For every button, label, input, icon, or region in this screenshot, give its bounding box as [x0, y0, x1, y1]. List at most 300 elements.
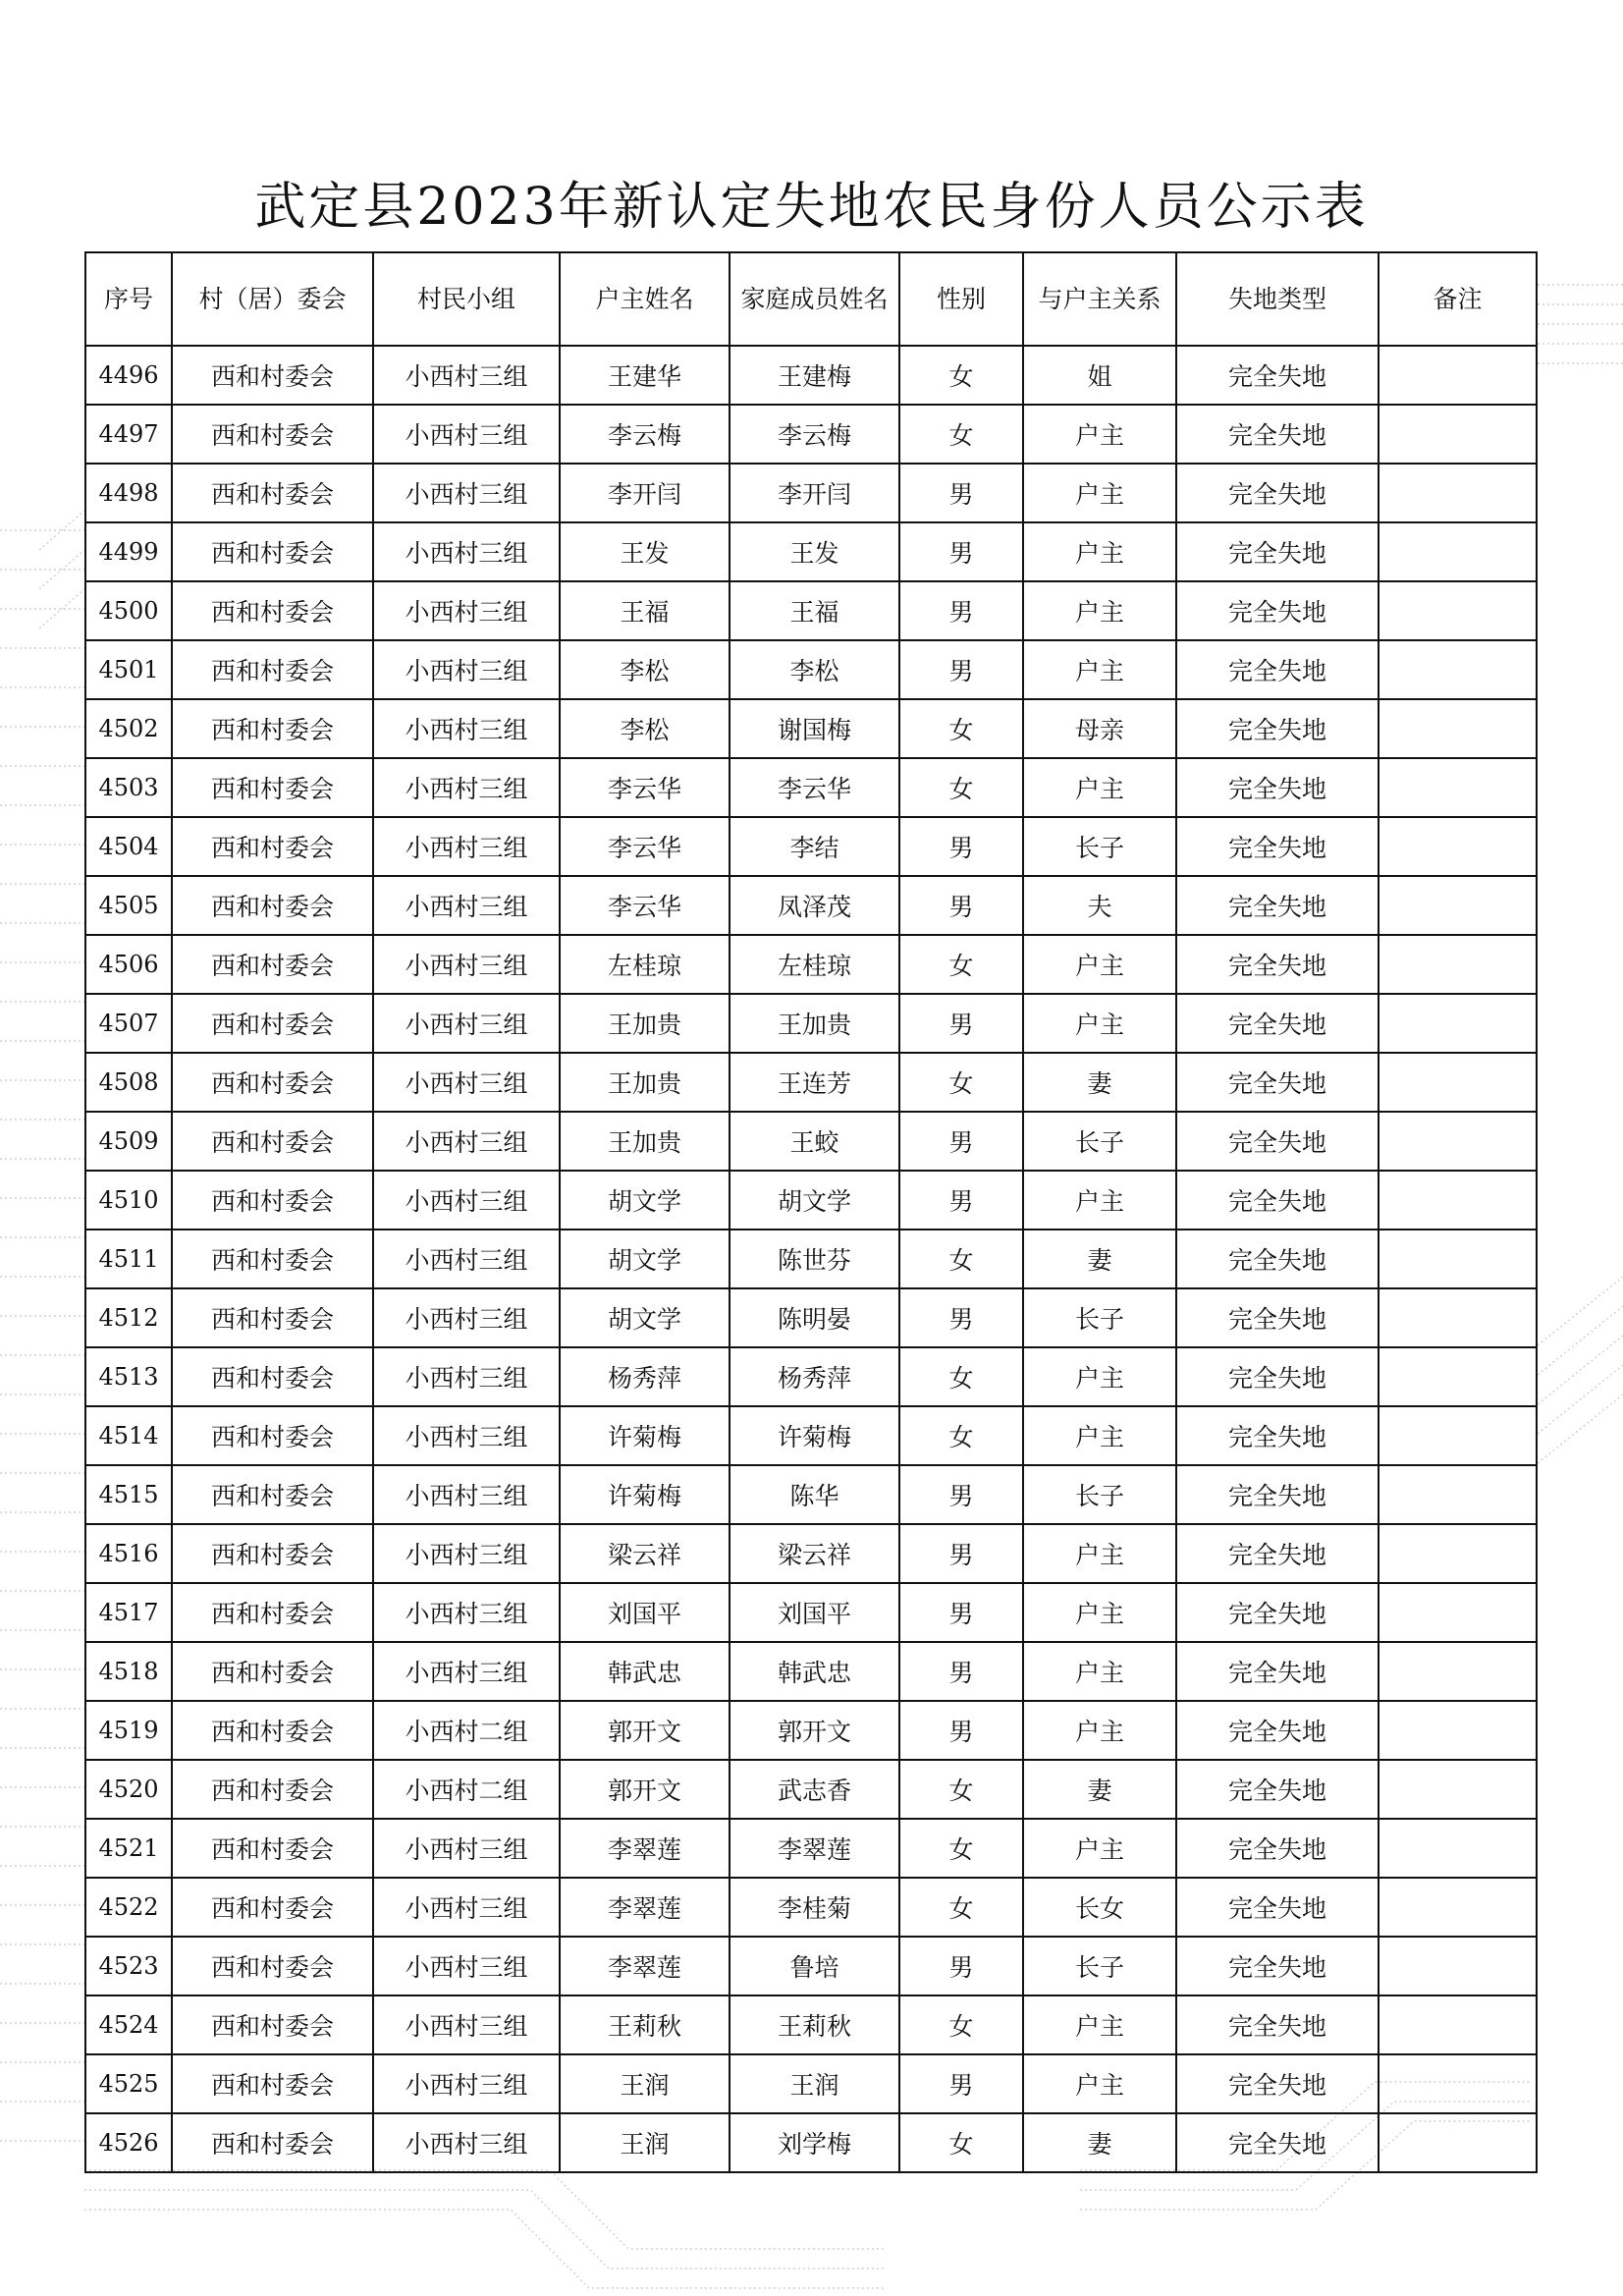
cell-relationship: 长子	[1023, 817, 1176, 876]
cell-villager-group: 小西村三组	[373, 1642, 560, 1701]
cell-index: 4525	[85, 2054, 172, 2113]
cell-index: 4518	[85, 1642, 172, 1701]
cell-remarks	[1379, 346, 1537, 405]
cell-gender: 男	[899, 2054, 1023, 2113]
cell-villager-group: 小西村三组	[373, 1583, 560, 1642]
cell-relationship: 妻	[1023, 2113, 1176, 2172]
cell-gender: 女	[899, 1347, 1023, 1406]
cell-member-name: 许菊梅	[730, 1406, 899, 1465]
cell-member-name: 陈明晏	[730, 1288, 899, 1347]
header-cell-relationship: 与户主关系	[1023, 252, 1176, 346]
cell-land-loss-type: 完全失地	[1176, 1524, 1379, 1583]
cell-member-name: 凤泽茂	[730, 876, 899, 935]
cell-land-loss-type: 完全失地	[1176, 581, 1379, 640]
cell-villager-group: 小西村三组	[373, 346, 560, 405]
cell-member-name: 王福	[730, 581, 899, 640]
cell-gender: 女	[899, 1760, 1023, 1819]
header-cell-villager-group: 村民小组	[373, 252, 560, 346]
cell-remarks	[1379, 1760, 1537, 1819]
cell-relationship: 户主	[1023, 1406, 1176, 1465]
cell-village-committee: 西和村委会	[172, 1406, 373, 1465]
cell-land-loss-type: 完全失地	[1176, 1819, 1379, 1878]
cell-index: 4510	[85, 1171, 172, 1230]
cell-gender: 男	[899, 464, 1023, 522]
cell-village-committee: 西和村委会	[172, 699, 373, 758]
cell-relationship: 长子	[1023, 1465, 1176, 1524]
cell-villager-group: 小西村三组	[373, 2054, 560, 2113]
cell-villager-group: 小西村三组	[373, 405, 560, 464]
cell-index: 4504	[85, 817, 172, 876]
cell-householder-name: 王加贵	[560, 994, 730, 1053]
cell-index: 4503	[85, 758, 172, 817]
cell-gender: 男	[899, 1112, 1023, 1171]
cell-relationship: 户主	[1023, 2054, 1176, 2113]
cell-villager-group: 小西村三组	[373, 1406, 560, 1465]
cell-gender: 男	[899, 1583, 1023, 1642]
cell-village-committee: 西和村委会	[172, 2113, 373, 2172]
cell-gender: 女	[899, 346, 1023, 405]
cell-householder-name: 李翠莲	[560, 1819, 730, 1878]
cell-member-name: 李松	[730, 640, 899, 699]
table-row	[85, 1288, 1537, 1347]
cell-relationship: 夫	[1023, 876, 1176, 935]
cell-householder-name: 王加贵	[560, 1053, 730, 1112]
cell-gender: 女	[899, 405, 1023, 464]
cell-relationship: 母亲	[1023, 699, 1176, 758]
cell-relationship: 姐	[1023, 346, 1176, 405]
cell-remarks	[1379, 1937, 1537, 1995]
cell-remarks	[1379, 1701, 1537, 1760]
table-row	[85, 1171, 1537, 1230]
cell-relationship: 长子	[1023, 1288, 1176, 1347]
cell-village-committee: 西和村委会	[172, 1701, 373, 1760]
cell-village-committee: 西和村委会	[172, 1878, 373, 1937]
cell-gender: 女	[899, 935, 1023, 994]
cell-villager-group: 小西村三组	[373, 1230, 560, 1288]
cell-member-name: 鲁培	[730, 1937, 899, 1995]
table-row	[85, 2054, 1537, 2113]
cell-gender: 男	[899, 817, 1023, 876]
cell-village-committee: 西和村委会	[172, 1171, 373, 1230]
cell-householder-name: 刘国平	[560, 1583, 730, 1642]
cell-village-committee: 西和村委会	[172, 876, 373, 935]
cell-householder-name: 王莉秋	[560, 1995, 730, 2054]
table-row	[85, 1465, 1537, 1524]
cell-remarks	[1379, 1524, 1537, 1583]
cell-member-name: 韩武忠	[730, 1642, 899, 1701]
cell-householder-name: 王建华	[560, 346, 730, 405]
cell-householder-name: 李松	[560, 699, 730, 758]
cell-householder-name: 许菊梅	[560, 1406, 730, 1465]
cell-village-committee: 西和村委会	[172, 1819, 373, 1878]
cell-villager-group: 小西村三组	[373, 1112, 560, 1171]
cell-villager-group: 小西村三组	[373, 1465, 560, 1524]
cell-index: 4519	[85, 1701, 172, 1760]
cell-member-name: 王蛟	[730, 1112, 899, 1171]
cell-relationship: 户主	[1023, 935, 1176, 994]
cell-land-loss-type: 完全失地	[1176, 1112, 1379, 1171]
cell-land-loss-type: 完全失地	[1176, 522, 1379, 581]
cell-index: 4509	[85, 1112, 172, 1171]
cell-land-loss-type: 完全失地	[1176, 2054, 1379, 2113]
cell-member-name: 陈华	[730, 1465, 899, 1524]
cell-remarks	[1379, 1583, 1537, 1642]
cell-villager-group: 小西村三组	[373, 935, 560, 994]
cell-householder-name: 左桂琼	[560, 935, 730, 994]
cell-relationship: 户主	[1023, 758, 1176, 817]
cell-remarks	[1379, 640, 1537, 699]
cell-householder-name: 许菊梅	[560, 1465, 730, 1524]
cell-householder-name: 李松	[560, 640, 730, 699]
table-row	[85, 346, 1537, 405]
cell-villager-group: 小西村三组	[373, 1819, 560, 1878]
header-cell-land-loss-type: 失地类型	[1176, 252, 1379, 346]
cell-village-committee: 西和村委会	[172, 1524, 373, 1583]
table-row	[85, 758, 1537, 817]
cell-villager-group: 小西村三组	[373, 522, 560, 581]
cell-index: 4526	[85, 2113, 172, 2172]
cell-member-name: 王莉秋	[730, 1995, 899, 2054]
cell-gender: 男	[899, 1524, 1023, 1583]
header-row	[85, 252, 1537, 346]
cell-villager-group: 小西村三组	[373, 758, 560, 817]
cell-householder-name: 胡文学	[560, 1171, 730, 1230]
cell-land-loss-type: 完全失地	[1176, 1583, 1379, 1642]
cell-land-loss-type: 完全失地	[1176, 1760, 1379, 1819]
cell-gender: 男	[899, 581, 1023, 640]
cell-village-committee: 西和村委会	[172, 405, 373, 464]
cell-villager-group: 小西村三组	[373, 994, 560, 1053]
table-row	[85, 1995, 1537, 2054]
cell-householder-name: 王发	[560, 522, 730, 581]
cell-index: 4523	[85, 1937, 172, 1995]
cell-village-committee: 西和村委会	[172, 1112, 373, 1171]
header-cell-village-committee: 村（居）委会	[172, 252, 373, 346]
cell-village-committee: 西和村委会	[172, 1347, 373, 1406]
cell-land-loss-type: 完全失地	[1176, 758, 1379, 817]
cell-relationship: 户主	[1023, 1347, 1176, 1406]
cell-gender: 男	[899, 876, 1023, 935]
cell-householder-name: 李云华	[560, 817, 730, 876]
cell-village-committee: 西和村委会	[172, 522, 373, 581]
cell-land-loss-type: 完全失地	[1176, 405, 1379, 464]
cell-gender: 女	[899, 699, 1023, 758]
table-row	[85, 994, 1537, 1053]
cell-gender: 女	[899, 1819, 1023, 1878]
table-row	[85, 1583, 1537, 1642]
cell-gender: 女	[899, 1053, 1023, 1112]
cell-gender: 男	[899, 1701, 1023, 1760]
cell-member-name: 李云梅	[730, 405, 899, 464]
table-row	[85, 1819, 1537, 1878]
cell-index: 4500	[85, 581, 172, 640]
table-row	[85, 1642, 1537, 1701]
cell-remarks	[1379, 817, 1537, 876]
cell-remarks	[1379, 522, 1537, 581]
cell-householder-name: 杨秀萍	[560, 1347, 730, 1406]
cell-villager-group: 小西村三组	[373, 1171, 560, 1230]
cell-land-loss-type: 完全失地	[1176, 464, 1379, 522]
roster-table	[84, 251, 1538, 2173]
cell-member-name: 武志香	[730, 1760, 899, 1819]
cell-remarks	[1379, 2054, 1537, 2113]
cell-land-loss-type: 完全失地	[1176, 1053, 1379, 1112]
cell-remarks	[1379, 2113, 1537, 2172]
cell-member-name: 陈世芬	[730, 1230, 899, 1288]
cell-villager-group: 小西村三组	[373, 1995, 560, 2054]
header-cell-remarks: 备注	[1379, 252, 1537, 346]
cell-householder-name: 王润	[560, 2113, 730, 2172]
table-row	[85, 522, 1537, 581]
cell-remarks	[1379, 994, 1537, 1053]
cell-index: 4505	[85, 876, 172, 935]
cell-gender: 男	[899, 1171, 1023, 1230]
cell-villager-group: 小西村三组	[373, 1878, 560, 1937]
cell-relationship: 户主	[1023, 1583, 1176, 1642]
cell-land-loss-type: 完全失地	[1176, 1878, 1379, 1937]
cell-village-committee: 西和村委会	[172, 1937, 373, 1995]
cell-land-loss-type: 完全失地	[1176, 1642, 1379, 1701]
cell-villager-group: 小西村三组	[373, 1524, 560, 1583]
cell-remarks	[1379, 1819, 1537, 1878]
cell-villager-group: 小西村三组	[373, 464, 560, 522]
cell-householder-name: 胡文学	[560, 1230, 730, 1288]
cell-remarks	[1379, 1995, 1537, 2054]
cell-village-committee: 西和村委会	[172, 1053, 373, 1112]
table-body	[85, 346, 1537, 2172]
cell-member-name: 李开闫	[730, 464, 899, 522]
cell-index: 4520	[85, 1760, 172, 1819]
cell-land-loss-type: 完全失地	[1176, 935, 1379, 994]
cell-land-loss-type: 完全失地	[1176, 346, 1379, 405]
cell-index: 4522	[85, 1878, 172, 1937]
cell-remarks	[1379, 1642, 1537, 1701]
cell-index: 4508	[85, 1053, 172, 1112]
cell-index: 4498	[85, 464, 172, 522]
cell-relationship: 妻	[1023, 1760, 1176, 1819]
header-cell-gender: 性别	[899, 252, 1023, 346]
cell-gender: 女	[899, 1995, 1023, 2054]
cell-householder-name: 李云梅	[560, 405, 730, 464]
cell-member-name: 李桂菊	[730, 1878, 899, 1937]
table-row	[85, 876, 1537, 935]
cell-land-loss-type: 完全失地	[1176, 1937, 1379, 1995]
cell-village-committee: 西和村委会	[172, 640, 373, 699]
cell-gender: 男	[899, 1288, 1023, 1347]
cell-villager-group: 小西村三组	[373, 581, 560, 640]
cell-relationship: 妻	[1023, 1053, 1176, 1112]
cell-member-name: 王连芳	[730, 1053, 899, 1112]
cell-village-committee: 西和村委会	[172, 346, 373, 405]
cell-villager-group: 小西村三组	[373, 699, 560, 758]
cell-remarks	[1379, 1053, 1537, 1112]
cell-gender: 女	[899, 1230, 1023, 1288]
cell-village-committee: 西和村委会	[172, 1465, 373, 1524]
cell-remarks	[1379, 1465, 1537, 1524]
cell-village-committee: 西和村委会	[172, 1995, 373, 2054]
cell-gender: 女	[899, 1878, 1023, 1937]
cell-index: 4521	[85, 1819, 172, 1878]
cell-gender: 女	[899, 758, 1023, 817]
cell-remarks	[1379, 758, 1537, 817]
cell-village-committee: 西和村委会	[172, 758, 373, 817]
cell-relationship: 户主	[1023, 1995, 1176, 2054]
cell-remarks	[1379, 1878, 1537, 1937]
cell-village-committee: 西和村委会	[172, 464, 373, 522]
cell-member-name: 杨秀萍	[730, 1347, 899, 1406]
cell-villager-group: 小西村二组	[373, 1760, 560, 1819]
table-row	[85, 935, 1537, 994]
cell-village-committee: 西和村委会	[172, 1583, 373, 1642]
cell-member-name: 刘学梅	[730, 2113, 899, 2172]
cell-remarks	[1379, 1230, 1537, 1288]
cell-remarks	[1379, 1406, 1537, 1465]
cell-relationship: 户主	[1023, 1171, 1176, 1230]
cell-villager-group: 小西村三组	[373, 817, 560, 876]
cell-remarks	[1379, 1347, 1537, 1406]
table-row	[85, 817, 1537, 876]
table-row	[85, 1347, 1537, 1406]
cell-relationship: 长子	[1023, 1937, 1176, 1995]
cell-remarks	[1379, 876, 1537, 935]
cell-member-name: 胡文学	[730, 1171, 899, 1230]
cell-gender: 男	[899, 1937, 1023, 1995]
cell-remarks	[1379, 1112, 1537, 1171]
cell-member-name: 李翠莲	[730, 1819, 899, 1878]
cell-land-loss-type: 完全失地	[1176, 876, 1379, 935]
table-row	[85, 699, 1537, 758]
cell-land-loss-type: 完全失地	[1176, 1288, 1379, 1347]
cell-member-name: 谢国梅	[730, 699, 899, 758]
cell-index: 4499	[85, 522, 172, 581]
cell-villager-group: 小西村三组	[373, 876, 560, 935]
cell-member-name: 刘国平	[730, 1583, 899, 1642]
page-title: 武定县2023年新认定失地农民身份人员公示表	[254, 178, 1369, 237]
cell-index: 4524	[85, 1995, 172, 2054]
cell-gender: 女	[899, 1406, 1023, 1465]
cell-villager-group: 小西村二组	[373, 1701, 560, 1760]
cell-member-name: 李结	[730, 817, 899, 876]
cell-land-loss-type: 完全失地	[1176, 817, 1379, 876]
cell-index: 4511	[85, 1230, 172, 1288]
cell-relationship: 长女	[1023, 1878, 1176, 1937]
cell-land-loss-type: 完全失地	[1176, 1171, 1379, 1230]
cell-householder-name: 李云华	[560, 876, 730, 935]
cell-index: 4507	[85, 994, 172, 1053]
cell-index: 4516	[85, 1524, 172, 1583]
cell-land-loss-type: 完全失地	[1176, 699, 1379, 758]
table-row	[85, 1701, 1537, 1760]
cell-gender: 男	[899, 522, 1023, 581]
header-cell-householder-name: 户主姓名	[560, 252, 730, 346]
cell-householder-name: 胡文学	[560, 1288, 730, 1347]
cell-householder-name: 李翠莲	[560, 1878, 730, 1937]
cell-villager-group: 小西村三组	[373, 1288, 560, 1347]
cell-villager-group: 小西村三组	[373, 1053, 560, 1112]
cell-householder-name: 韩武忠	[560, 1642, 730, 1701]
table-row	[85, 2113, 1537, 2172]
cell-gender: 女	[899, 2113, 1023, 2172]
cell-index: 4496	[85, 346, 172, 405]
table-row	[85, 1406, 1537, 1465]
cell-remarks	[1379, 935, 1537, 994]
table-row	[85, 1230, 1537, 1288]
cell-land-loss-type: 完全失地	[1176, 1995, 1379, 2054]
cell-relationship: 户主	[1023, 1524, 1176, 1583]
cell-member-name: 王发	[730, 522, 899, 581]
cell-householder-name: 郭开文	[560, 1701, 730, 1760]
cell-land-loss-type: 完全失地	[1176, 1465, 1379, 1524]
cell-index: 4517	[85, 1583, 172, 1642]
table-row	[85, 1760, 1537, 1819]
cell-member-name: 王加贵	[730, 994, 899, 1053]
cell-land-loss-type: 完全失地	[1176, 1406, 1379, 1465]
cell-householder-name: 梁云祥	[560, 1524, 730, 1583]
cell-relationship: 户主	[1023, 405, 1176, 464]
cell-remarks	[1379, 1171, 1537, 1230]
cell-index: 4501	[85, 640, 172, 699]
cell-gender: 男	[899, 640, 1023, 699]
cell-member-name: 王润	[730, 2054, 899, 2113]
cell-village-committee: 西和村委会	[172, 1760, 373, 1819]
cell-index: 4513	[85, 1347, 172, 1406]
cell-relationship: 户主	[1023, 581, 1176, 640]
cell-land-loss-type: 完全失地	[1176, 994, 1379, 1053]
cell-village-committee: 西和村委会	[172, 1230, 373, 1288]
cell-gender: 男	[899, 1465, 1023, 1524]
table-row	[85, 1878, 1537, 1937]
cell-relationship: 户主	[1023, 1642, 1176, 1701]
cell-householder-name: 李云华	[560, 758, 730, 817]
cell-villager-group: 小西村三组	[373, 1347, 560, 1406]
cell-land-loss-type: 完全失地	[1176, 1347, 1379, 1406]
table-row	[85, 1053, 1537, 1112]
cell-member-name: 郭开文	[730, 1701, 899, 1760]
cell-householder-name: 王福	[560, 581, 730, 640]
cell-village-committee: 西和村委会	[172, 2054, 373, 2113]
cell-remarks	[1379, 699, 1537, 758]
table-row	[85, 640, 1537, 699]
cell-index: 4497	[85, 405, 172, 464]
cell-land-loss-type: 完全失地	[1176, 640, 1379, 699]
table-row	[85, 464, 1537, 522]
cell-remarks	[1379, 464, 1537, 522]
cell-index: 4515	[85, 1465, 172, 1524]
table-row	[85, 405, 1537, 464]
cell-householder-name: 王加贵	[560, 1112, 730, 1171]
cell-relationship: 妻	[1023, 1230, 1176, 1288]
cell-householder-name: 李开闫	[560, 464, 730, 522]
cell-householder-name: 郭开文	[560, 1760, 730, 1819]
cell-village-committee: 西和村委会	[172, 581, 373, 640]
cell-gender: 男	[899, 994, 1023, 1053]
cell-gender: 男	[899, 1642, 1023, 1701]
cell-remarks	[1379, 581, 1537, 640]
header-cell-index: 序号	[85, 252, 172, 346]
cell-member-name: 左桂琼	[730, 935, 899, 994]
cell-land-loss-type: 完全失地	[1176, 1701, 1379, 1760]
cell-village-committee: 西和村委会	[172, 1288, 373, 1347]
table-row	[85, 581, 1537, 640]
cell-relationship: 户主	[1023, 1701, 1176, 1760]
cell-relationship: 户主	[1023, 464, 1176, 522]
cell-index: 4514	[85, 1406, 172, 1465]
cell-relationship: 户主	[1023, 1819, 1176, 1878]
header-cell-member-name: 家庭成员姓名	[730, 252, 899, 346]
cell-householder-name: 王润	[560, 2054, 730, 2113]
cell-remarks	[1379, 1288, 1537, 1347]
cell-villager-group: 小西村三组	[373, 1937, 560, 1995]
